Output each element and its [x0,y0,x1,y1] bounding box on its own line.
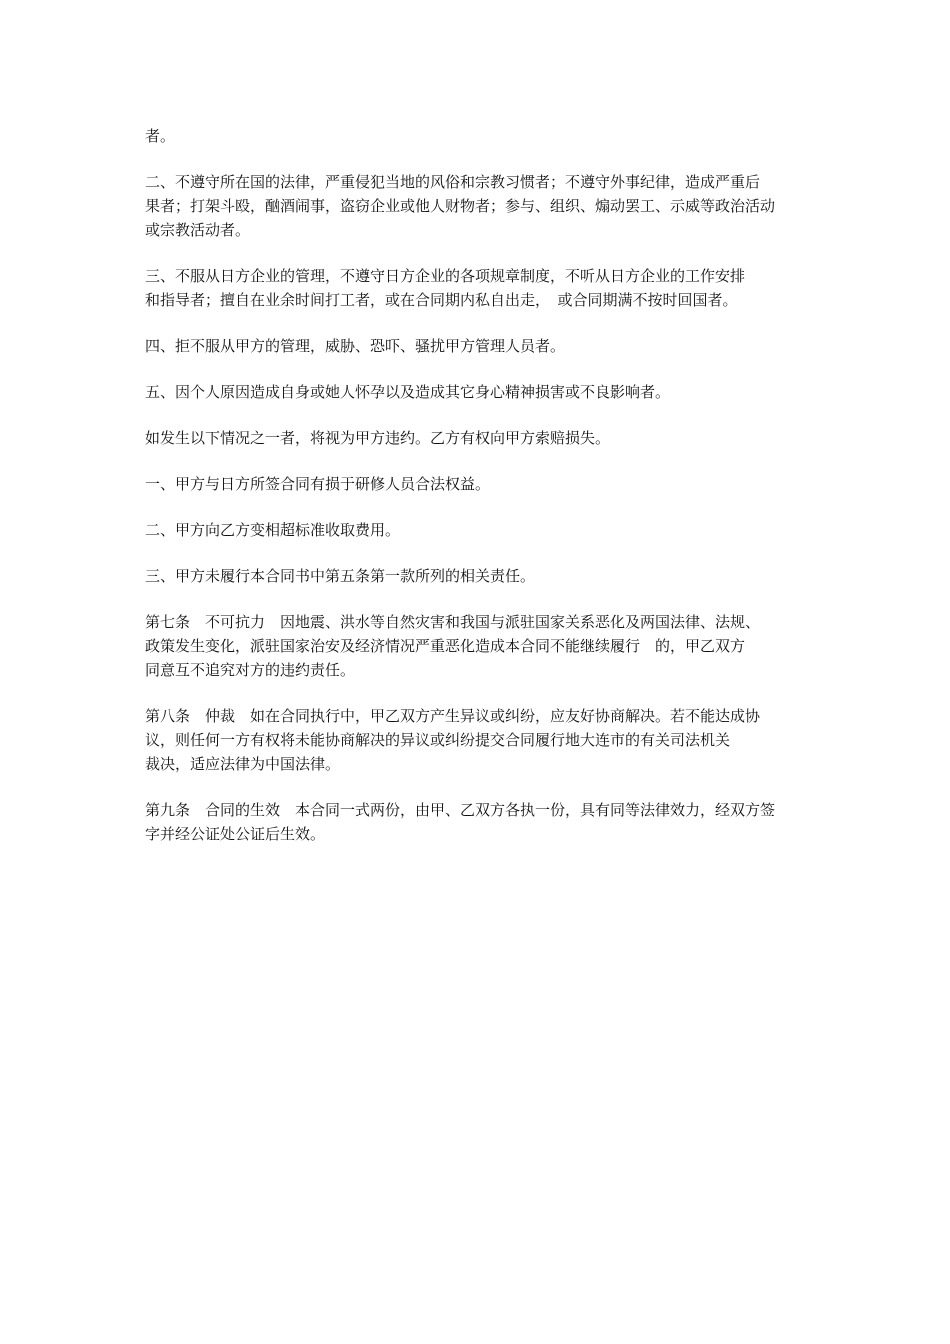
paragraph-line: 第七条 不可抗力 因地震、洪水等自然灾害和我国与派驻国家关系恶化及两国法律、法规、 [145,613,761,631]
paragraph [145,704,810,776]
paragraph-line: 议，则任何一方有权将未能协商解决的异议或纠纷提交合同履行地大连市的有关司法机关 [145,731,731,749]
paragraph-line: 如发生以下情况之一者，将视为甲方违约。乙方有权向甲方索赔损失。 [145,429,611,447]
paragraph-line: 果者；打架斗殴，酗酒闹事，盗窃企业或他人财物者；参与、组织、煽动罢工、示威等政治活动 [145,197,776,215]
paragraph [145,264,810,312]
paragraph-line: 者。 [145,127,176,145]
paragraph-line: 五、因个人原因造成自身或她人怀孕以及造成其它身心精神损害或不良影响者。 [145,383,671,401]
paragraph-line: 同意互不追究对方的违约责任。 [145,661,356,679]
paragraph-line: 第八条 仲裁 如在合同执行中，甲乙双方产生异议或纠纷，应友好协商解决。若不能达成协 [145,707,761,725]
paragraph-line: 和指导者；擅自在业余时间打工者，或在合同期内私自出走， 或合同期满不按时回国者。 [145,291,738,309]
paragraph [145,798,810,846]
paragraph [145,334,810,358]
paragraph [145,564,810,588]
paragraph-line: 政策发生变化，派驻国家治安及经济情况严重恶化造成本合同不能继续履行 的，甲乙双方 [145,637,746,655]
paragraph-line: 第九条 合同的生效 本合同一式两份，由甲、乙双方各执一份，具有同等法律效力，经双方签 [145,801,776,819]
paragraph [145,610,810,682]
paragraph [145,426,810,450]
paragraph-line: 二、甲方向乙方变相超标准收取费用。 [145,521,401,539]
paragraph-line: 三、不服从日方企业的管理，不遵守日方企业的各项规章制度，不听从日方企业的工作安排 [145,267,746,285]
paragraph-line: 一、甲方与日方所签合同有损于研修人员合法权益。 [145,475,491,493]
paragraph-line: 裁决，适应法律为中国法律。 [145,755,341,773]
paragraph [145,472,810,496]
paragraph [145,170,810,242]
paragraph-line: 二、不遵守所在国的法律，严重侵犯当地的风俗和宗教习惯者；不遵守外事纪律，造成严重后 [145,173,761,191]
paragraph [145,124,810,148]
paragraph-line: 或宗教活动者。 [145,221,251,239]
document-body [145,124,810,868]
paragraph [145,380,810,404]
paragraph-line: 四、拒不服从甲方的管理，威胁、恐吓、骚扰甲方管理人员者。 [145,337,566,355]
paragraph-line: 三、甲方未履行本合同书中第五条第一款所列的相关责任。 [145,567,536,585]
paragraph-line: 字并经公证处公证后生效。 [145,825,326,843]
paragraph [145,518,810,542]
